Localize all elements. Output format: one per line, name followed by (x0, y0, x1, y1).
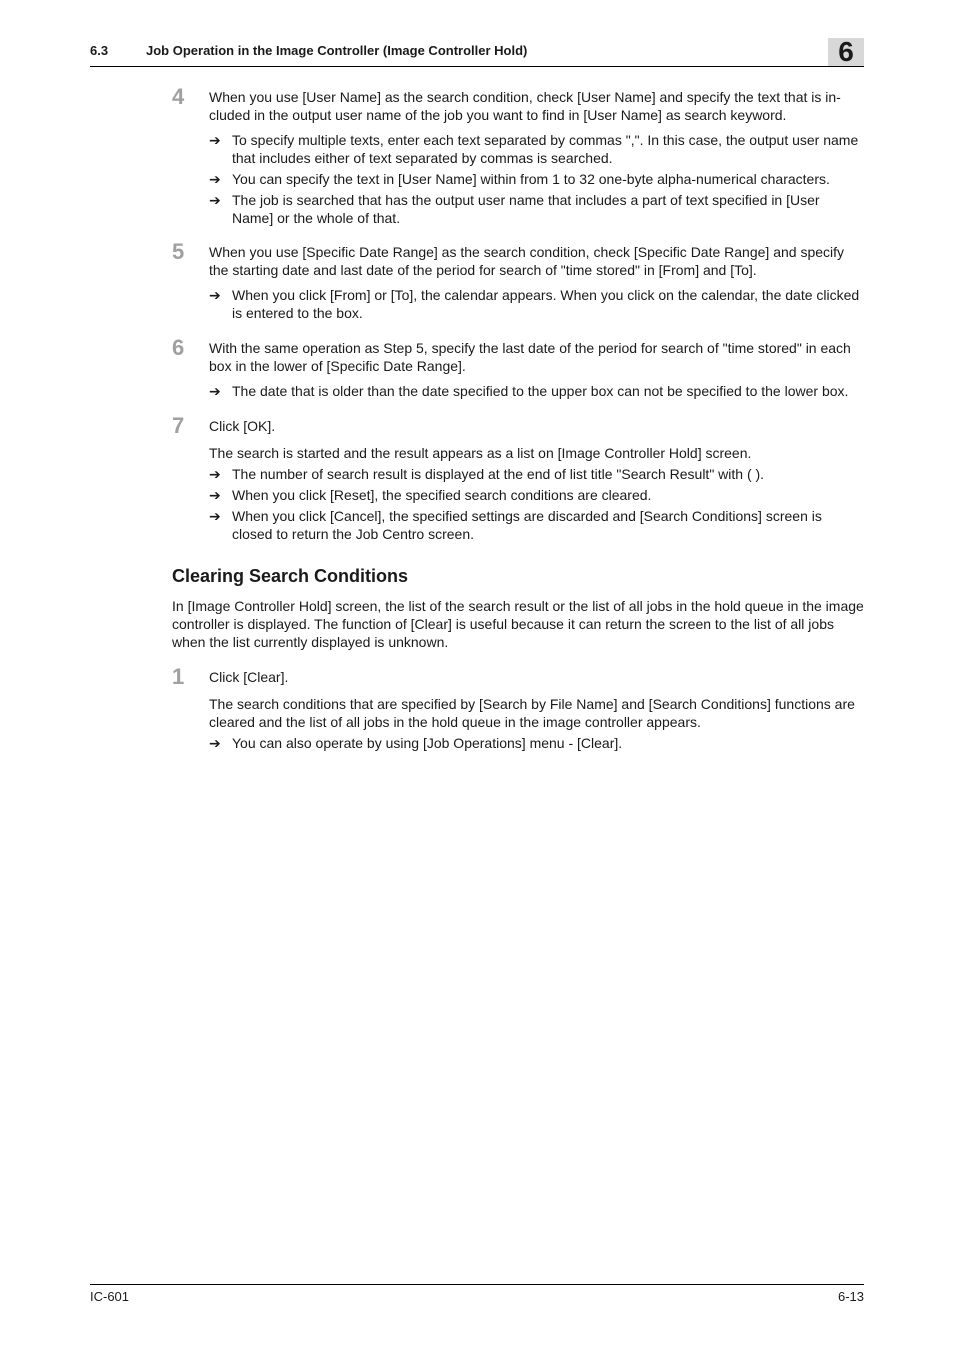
step-result: The search is started and the result appears as a list on [Image Controller Hold] screen. (209, 445, 752, 461)
arrow-icon: ➔ (209, 466, 221, 482)
step-text: With the same operation as Step 5, specify the last date of the period for search of "time stored" in each box in the lower of [Specific Date Range]. (209, 340, 851, 374)
page-header (90, 38, 864, 67)
arrow-icon: ➔ (209, 132, 221, 148)
step-1 (172, 664, 864, 755)
bullet-item: ➔ The number of search result is displayed at the end of list title "Search Result" with ( ). (209, 466, 765, 482)
arrow-icon: ➔ (209, 487, 221, 503)
arrow-icon: ➔ (209, 735, 221, 751)
arrow-icon: ➔ (209, 192, 221, 208)
step-text: Click [OK]. (209, 418, 276, 434)
bullet-item: ➔ The job is searched that has the output user name that includes a part of text specified in [User Name] or the whole of that. (209, 192, 820, 226)
section-intro: In [Image Controller Hold] screen, the list of the search result or the list of all jobs in the hold queue in the image controller is displayed. The function of [Clear] is useful because it can return the screen to the list of all jobs when the list currently displayed is unknown. (172, 598, 864, 650)
section-number: 6.3 (90, 43, 109, 58)
step-7 (172, 413, 864, 546)
step-text: When you use [Specific Date Range] as the search condition, check [Specific Date Range] and specify the starting date and last date of the period for search of "time stored" in [From] and [To]. (209, 244, 845, 278)
step-text: Click [Clear]. (209, 669, 289, 685)
bullet-list (209, 734, 864, 752)
bullet-item: ➔ The date that is older than the date specified to the upper box can not be specified to the lower box. (209, 383, 849, 399)
bullet-item: ➔ You can also operate by using [Job Operations] menu - [Clear]. (209, 735, 623, 751)
step-number: 6 (172, 335, 185, 360)
bullet-item: ➔ You can specify the text in [User Name] within from 1 to 32 one-byte alpha-numerical characters. (209, 171, 830, 187)
step-number: 1 (172, 664, 185, 689)
page-footer (90, 1284, 864, 1304)
step-number: 5 (172, 239, 185, 264)
step-6 (172, 335, 864, 403)
bullet-list (209, 382, 864, 400)
step-number: 4 (172, 84, 185, 109)
step-5 (172, 239, 864, 325)
section-title: Job Operation in the Image Controller (Image Controller Hold) (146, 43, 528, 58)
step-result: The search conditions that are specified by [Search by File Name] and [Search Conditions] functions are cleared and the list of all jobs in the hold queue in the image controller appears. (209, 696, 855, 730)
step-4 (172, 84, 864, 230)
step-number: 7 (172, 413, 185, 438)
bullet-item: ➔ To specify multiple texts, enter each text separated by commas ",". In this case, the output user name that includes either of text separated by commas is searched. (209, 132, 859, 166)
bullet-item: ➔ When you click [From] or [To], the calendar appears. When you click on the calendar, the date clicked is entered to the box. (209, 287, 860, 321)
arrow-icon: ➔ (209, 171, 221, 187)
model-name: IC-601 (90, 1289, 130, 1304)
arrow-icon: ➔ (209, 287, 221, 303)
bullet-list (209, 465, 864, 543)
page-number: 6-13 (837, 1289, 864, 1304)
bullet-item: ➔ When you click [Cancel], the specified settings are discarded and [Search Conditions] screen is closed to return the Job Centro screen. (209, 508, 822, 542)
bullet-list (209, 131, 864, 227)
arrow-icon: ➔ (209, 383, 221, 399)
section-heading: Clearing Search Conditions (172, 566, 409, 586)
bullet-item: ➔ When you click [Reset], the specified search conditions are cleared. (209, 487, 652, 503)
chapter-tab: 6 (828, 38, 864, 66)
bullet-list (209, 286, 864, 322)
step-text: When you use [User Name] as the search condition, check [User Name] and specify the text that is in-cluded in the output user name of the job you want to find in [User Name] as search keyword. (209, 89, 841, 123)
arrow-icon: ➔ (209, 508, 221, 524)
